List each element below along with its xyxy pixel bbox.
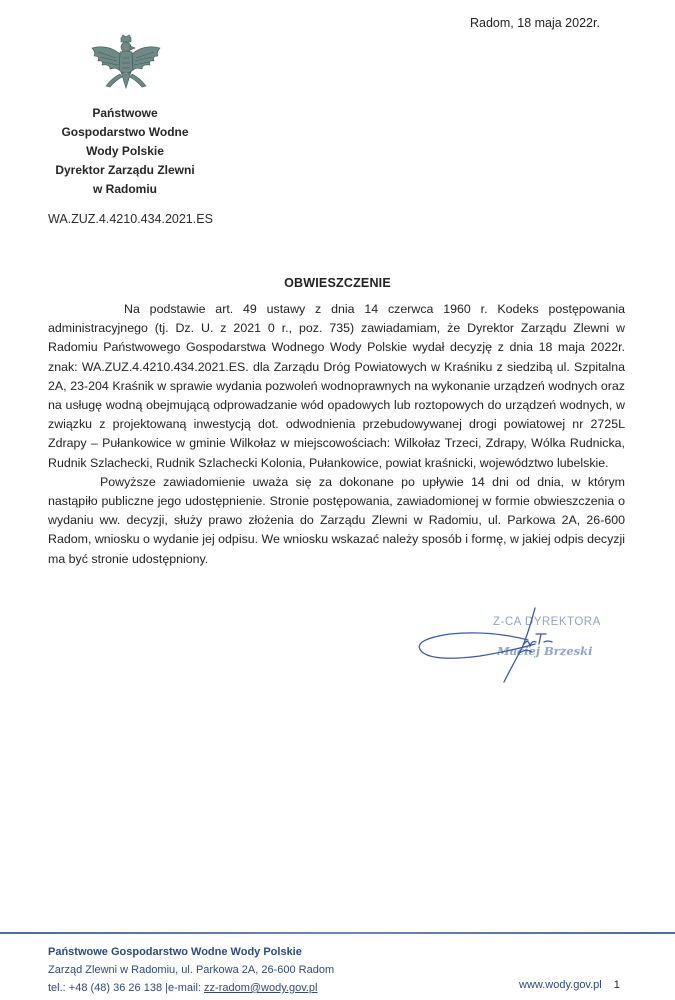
authority-line: w Radomiu <box>92 182 157 196</box>
authority-line: Wody Polskie <box>86 144 164 158</box>
footer-phone: tel.: +48 (48) 36 26 138 |e-mail: <box>48 982 205 994</box>
polish-eagle-emblem-icon <box>88 34 164 100</box>
authority-line: Gospodarstwo Wodne <box>61 125 189 139</box>
signature-stamp-title: Z-CA DYREKTORA <box>493 616 601 628</box>
footer-divider <box>0 932 675 934</box>
signature-stamp-name: Maciej Brzeski <box>497 644 593 658</box>
footer-phone-email <box>48 979 334 997</box>
signature-block <box>400 604 650 684</box>
footer-organization: Państwowe Gospodarstwo Wodne Wody Polskie <box>48 946 302 958</box>
place-and-date: Radom, 18 maja 2022r. <box>470 16 600 30</box>
document-body <box>48 300 625 569</box>
issuing-authority <box>40 104 210 199</box>
footer-contact <box>48 943 334 997</box>
footer-email-link[interactable]: zz-radom@wody.gov.pl <box>204 982 318 994</box>
handwritten-signature-icon <box>400 604 650 684</box>
body-paragraph: Na podstawie art. 49 ustawy z dnia 14 czerwca 1960 r. Kodeks postępowania administracyjnego (tj. Dz. U. z 2021 0 r., poz. 735) zawiadamiam, że Dyrektor Zarządu Zlewni w Radomiu Państwowego Gospodarstwa Wodnego Wody Polskie wydał decyzję z dnia 18 maja 2022r. znak: WA.ZUZ.4.4210.434.2021.ES. dla Zarządu Dróg Powiatowych w Kraśniku z siedzibą ul. Szpitalna 2A, 23-204 Kraśnik w sprawie wydania pozwoleń wodnoprawnych na wykonanie urządzeń wodnych oraz na usługę wodną obejmującą odprowadzanie wód opadowych lub roztopowych do urządzeń wodnych, w związku z projektowaną inwestycją dot. odwodnienia przebudowywanej drogi powiatowej nr 2725L Zdrapy – Pułankowice w gminie Wilkołaz w miejscowościach: Wilkołaz Trzeci, Zdrapy, Wólka Rudnicka, Rudnik Szlachecki, Rudnik Szlachecki Kolonia, Pułankowice, powiat kraśnicki, województwo lubelskie. <box>48 302 625 470</box>
authority-line: Państwowe <box>92 106 158 120</box>
document-title: OBWIESZCZENIE <box>284 276 391 290</box>
footer-website-link[interactable]: www.wody.gov.pl <box>519 979 602 991</box>
footer-address: Zarząd Zlewni w Radomiu, ul. Parkowa 2A, 26-600 Radom <box>48 964 335 976</box>
case-reference: WA.ZUZ.4.4210.434.2021.ES <box>48 212 213 226</box>
page-number: 1 <box>613 979 620 991</box>
footer-website-block <box>519 979 620 991</box>
authority-line: Dyrektor Zarządu Zlewni <box>55 163 195 177</box>
body-paragraph: Powyższe zawiadomienie uważa się za dokonane po upływie 14 dni od dnia, w którym nastąpiło publiczne jego udostępnienie. Stronie postępowania, zawiadomionej w formie obwieszczenia o wydaniu ww. decyzji, służy prawo złożenia do Zarządu Zlewni w Radomiu, ul. Parkowa 2A, 26-600 Radom, wniosku o wydanie jej odpisu. We wniosku wskazać należy sposób i formę, w jakiej odpis decyzji ma być stronie udostępniony. <box>48 474 625 566</box>
